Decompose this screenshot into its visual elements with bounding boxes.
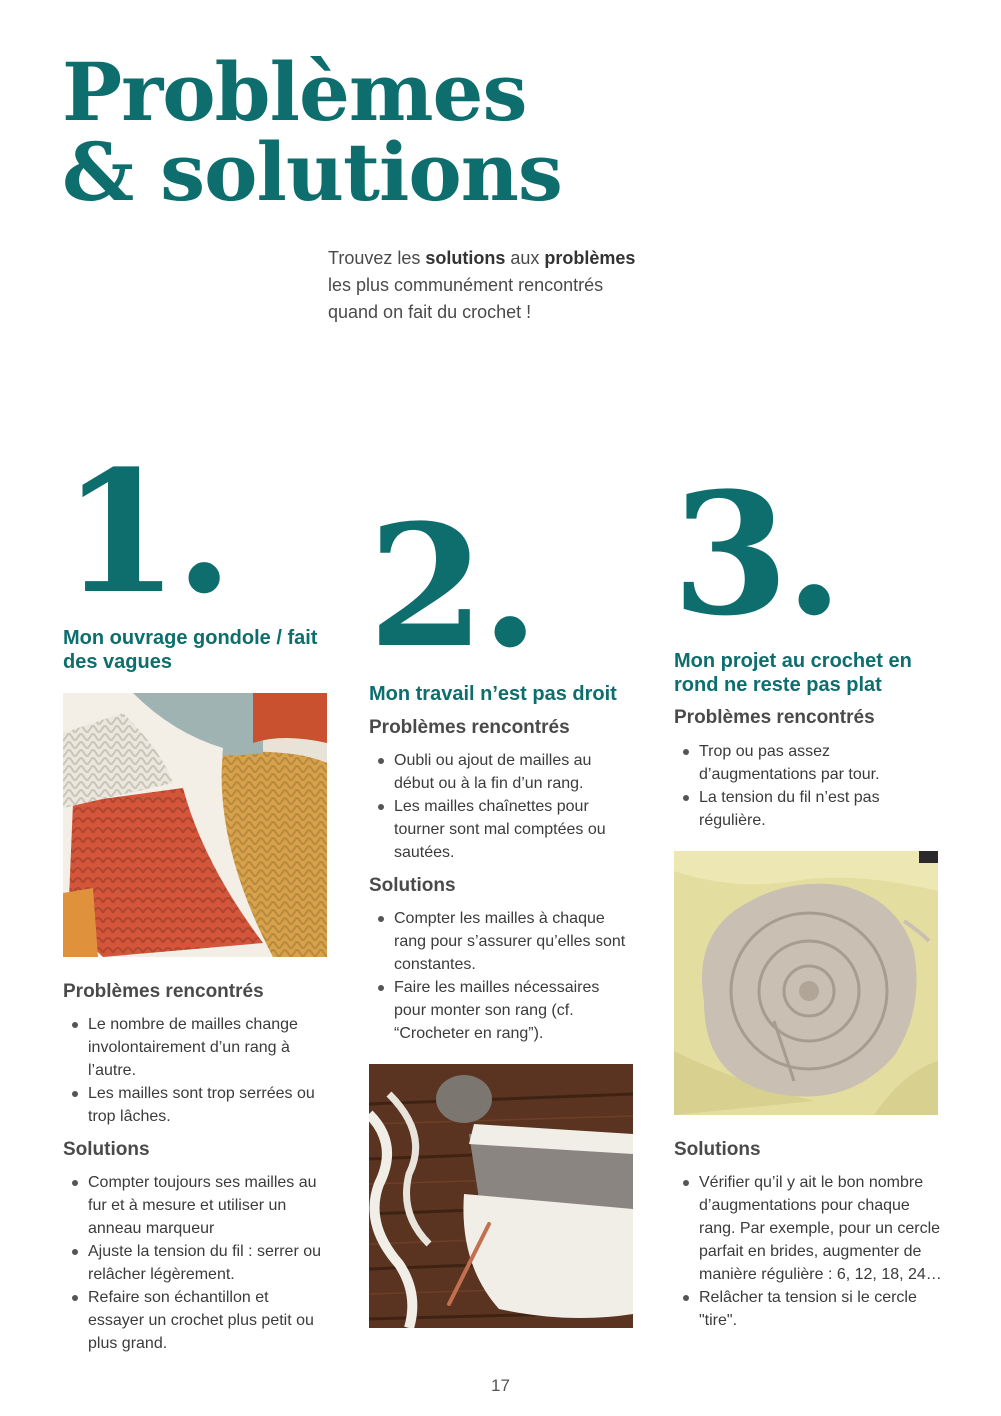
section-number-3: 3. [672, 455, 840, 653]
photo-crochet-on-wood [369, 1064, 633, 1328]
list-item: Les mailles chaînettes pour tourner sont mal comptées ou sautées. [394, 795, 634, 864]
intro-part: les plus communément rencontrés quand on fait du crochet ! [328, 275, 604, 322]
section-title-1: Mon ouvrage gondole / fait des vagues [63, 627, 318, 673]
intro-text [328, 245, 638, 326]
solutions-heading-2: Solutions [369, 875, 456, 896]
title-line-2: & solutions [62, 125, 562, 219]
solutions-list-2 [369, 907, 634, 1045]
list-item: Le nombre de mailles change involontairement d’un rang à l’autre. [88, 1013, 328, 1082]
solutions-list-3 [674, 1171, 944, 1332]
section-title-2: Mon travail n’est pas droit [369, 683, 617, 705]
list-item: Les mailles sont trop serrées ou trop lâches. [88, 1082, 328, 1128]
photo-crochet-circle [674, 851, 938, 1115]
solutions-heading-3: Solutions [674, 1139, 761, 1160]
list-item: Refaire son échantillon et essayer un crochet plus petit ou plus grand. [88, 1286, 328, 1355]
list-item: Oubli ou ajout de mailles au début ou à la fin d’un rang. [394, 749, 634, 795]
intro-part: aux [505, 248, 545, 268]
problems-list-1 [63, 1013, 328, 1128]
title-line-1: Problèmes [62, 45, 527, 139]
page-number: 17 [491, 1376, 510, 1395]
intro-part: Trouvez les [328, 248, 426, 268]
list-item: Vérifier qu’il y ait le bon nombre d’augmentations pour chaque rang. Par exemple, pour un cercle parfait en brides, augmenter de manière régulière : 6, 12, 18, 24… [699, 1171, 944, 1286]
problems-list-3 [674, 740, 939, 832]
list-item: Compter les mailles à chaque rang pour s’assurer qu’elles sont constantes. [394, 907, 634, 976]
problems-list-2 [369, 749, 634, 864]
photo-wavy-blanket [63, 693, 327, 957]
list-item: La tension du fil n’est pas régulière. [699, 786, 939, 832]
list-item: Trop ou pas assez d’augmentations par tour. [699, 740, 939, 786]
list-item: Relâcher ta tension si le cercle "tire". [699, 1286, 944, 1332]
section-number-1: 1. [62, 433, 230, 631]
solutions-list-1 [63, 1171, 328, 1355]
page-title [62, 45, 562, 219]
section-number-2: 2. [368, 487, 536, 685]
section-title-3: Mon projet au crochet en rond ne reste pas plat [674, 650, 912, 696]
list-item: Faire les mailles nécessaires pour monter son rang (cf. “Crocheter en rang”). [394, 976, 634, 1045]
problems-heading-1: Problèmes rencontrés [63, 981, 264, 1002]
intro-bold-problems: problèmes [544, 248, 636, 268]
list-item: Ajuste la tension du fil : serrer ou relâcher légèrement. [88, 1240, 328, 1286]
list-item: Compter toujours ses mailles au fur et à mesure et utiliser un anneau marqueur [88, 1171, 328, 1240]
problems-heading-2: Problèmes rencontrés [369, 717, 570, 738]
problems-heading-3: Problèmes rencontrés [674, 707, 875, 728]
solutions-heading-1: Solutions [63, 1139, 150, 1160]
intro-bold-solutions: solutions [425, 248, 506, 268]
